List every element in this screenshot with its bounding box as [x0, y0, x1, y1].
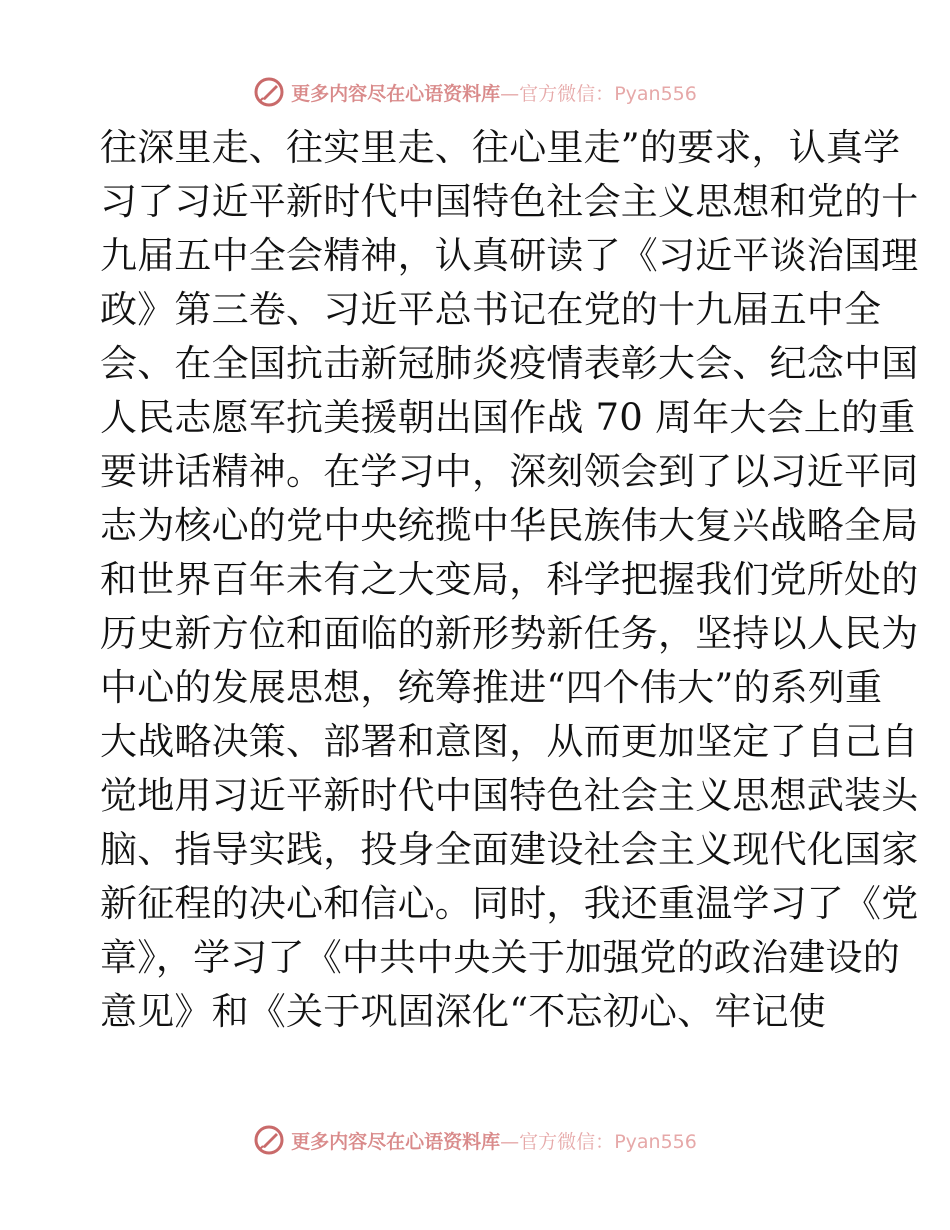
- banner-main-text: 更多内容尽在心语资料库: [291, 82, 501, 105]
- quill-circle-logo-icon: [253, 1124, 285, 1156]
- quill-circle-logo-icon: [253, 76, 285, 108]
- body-text-line: 人民志愿军抗美援朝出国作战 70 周年大会上的重: [100, 396, 916, 439]
- footer-banner: [0, 1120, 950, 1160]
- header-banner-text: [291, 79, 697, 106]
- body-text-line: 会、在全国抗击新冠肺炎疫情表彰大会、纪念中国: [100, 342, 919, 385]
- body-text-line: 志为核心的党中央统揽中华民族伟大复兴战略全局: [100, 504, 919, 547]
- body-text-line: 和世界百年未有之大变局，科学把握我们党所处的: [100, 558, 919, 601]
- body-text-line: 政》第三卷、习近平总书记在党的十九届五中全: [100, 288, 882, 331]
- banner-wechat-id: Pyan556: [614, 82, 697, 105]
- body-text-line: 历史新方位和面临的新形势新任务，坚持以人民为: [100, 612, 919, 655]
- body-text-line: 大战略决策、部署和意图，从而更加坚定了自己自: [100, 720, 919, 763]
- body-text-line: 九届五中全会精神，认真研读了《习近平谈治国理: [100, 234, 919, 277]
- banner-separator-text: —官方微信：: [500, 82, 615, 105]
- body-text-line: 习了习近平新时代中国特色社会主义思想和党的十: [100, 180, 919, 223]
- body-text-line: 意见》和《关于巩固深化“不忘初心、牢记使: [100, 990, 826, 1033]
- body-text-line: 觉地用习近平新时代中国特色社会主义思想武装头: [100, 774, 919, 817]
- body-text-line: 中心的发展思想，统筹推进“四个伟大”的系列重: [100, 666, 883, 709]
- body-text-line: 新征程的决心和信心。同时，我还重温学习了《党: [100, 882, 919, 925]
- body-text-line: 往深里走、往实里走、往心里走”的要求，认真学: [100, 126, 901, 169]
- banner-wechat-id: Pyan556: [614, 1130, 697, 1153]
- banner-main-text: 更多内容尽在心语资料库: [291, 1130, 501, 1153]
- document-body: [100, 121, 919, 1039]
- body-text-line: 要讲话精神。在学习中，深刻领会到了以习近平同: [100, 450, 919, 493]
- header-banner: [0, 72, 950, 112]
- body-text-line: 脑、指导实践，投身全面建设社会主义现代化国家: [100, 828, 919, 871]
- banner-separator-text: —官方微信：: [500, 1130, 615, 1153]
- footer-banner-text: [291, 1127, 697, 1154]
- body-text-line: 章》，学习了《中共中央关于加强党的政治建设的: [100, 936, 900, 979]
